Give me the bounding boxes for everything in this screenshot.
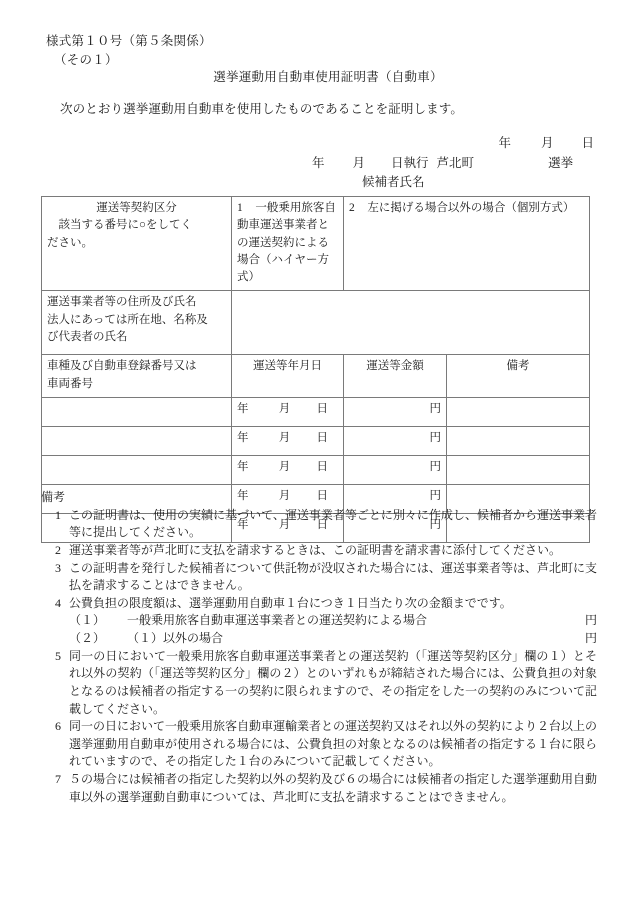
note-text: この証明書は、使用の実績に基づいて、運送事業者等ごとに別々に作成し、候補者から運送事業者等に提出してください。: [69, 507, 597, 540]
contract-option-1-number: 1: [237, 202, 243, 214]
election-suffix: 選挙: [548, 156, 574, 170]
cell-amount-unit-label: 円: [429, 431, 441, 444]
cell-date-day-label: 日: [316, 402, 329, 415]
carrier-info-heading-line1: 運送事業者等の住所及び氏名: [47, 296, 197, 309]
cell-date-month-label: 月: [278, 489, 291, 502]
table-row: [42, 426, 590, 455]
cell-date-day-label: 日: [316, 431, 329, 444]
note-text: ５の場合には候補者の指定した契約以外の契約及び６の場合には候補者の指定した選挙運動用自動車以外の選挙運動自動車については、芦北町に支払を請求することはできません。: [69, 772, 598, 804]
note-line: [41, 507, 601, 542]
contract-type-heading-line1: 運送等契約区分: [96, 202, 177, 214]
note-line: [41, 718, 601, 771]
carrier-info-heading-cell: [42, 291, 232, 355]
table-row: [42, 397, 590, 426]
issue-day-label: 日: [581, 136, 594, 150]
note-number: 6: [55, 719, 61, 734]
note-item: [41, 648, 601, 719]
carrier-info-value-cell[interactable]: [232, 291, 590, 355]
note-number: 1: [55, 507, 61, 522]
contract-option-2-number: 2: [349, 202, 355, 214]
column-header-date: 運送等年月日: [232, 355, 344, 398]
cell-date[interactable]: [232, 397, 344, 426]
contract-option-1-cell[interactable]: [232, 197, 344, 291]
cell-vehicle[interactable]: [42, 397, 232, 426]
note-subitem: [41, 612, 601, 630]
cell-amount[interactable]: [344, 455, 447, 484]
table-row: [42, 455, 590, 484]
note-subitem-unit: 円: [584, 613, 597, 628]
issue-year-label: 年: [498, 136, 511, 150]
notes-section: [41, 489, 601, 806]
cell-date-month-label: 月: [278, 518, 291, 531]
cell-remarks[interactable]: [447, 426, 590, 455]
page-title: 選挙運動用自動車使用証明書（自動車）: [213, 70, 443, 84]
column-header-row: [42, 355, 590, 398]
note-subitem: [41, 630, 601, 648]
column-header-amount: 運送等金額: [344, 355, 447, 398]
note-subitem-unit: 円: [584, 631, 597, 645]
notes-list: [41, 507, 601, 807]
election-date-line: [312, 154, 594, 173]
form-code: 様式第１０号（第５条関係）: [46, 34, 212, 48]
cell-amount-unit-label: 円: [429, 460, 441, 473]
carrier-info-heading-line3: び代表者の氏名: [47, 330, 128, 343]
cell-remarks[interactable]: [447, 397, 590, 426]
note-subitem-text: [127, 630, 601, 648]
candidate-name-label: 候補者氏名: [362, 175, 425, 189]
contract-option-2-text: 左に掲げる場合以外の場合（個別方式）: [367, 202, 575, 214]
column-header-remarks: 備考: [447, 355, 590, 398]
cell-vehicle[interactable]: [42, 455, 232, 484]
column-header-vehicle-line2: 車両番号: [47, 377, 93, 390]
cell-date-day-label: 日: [316, 518, 329, 531]
column-header-vehicle-line1: 車種及び自動車登録番号又は: [47, 360, 197, 373]
cell-amount-unit-label: 円: [429, 518, 441, 531]
election-month-label: 月: [352, 156, 366, 170]
cell-date-month-label: 月: [278, 460, 291, 473]
cell-date[interactable]: [232, 426, 344, 455]
cell-date-year-label: 年: [237, 460, 249, 473]
contract-type-heading-cell: [42, 197, 232, 291]
cell-date-year-label: 年: [237, 431, 249, 444]
cell-date-year-label: 年: [237, 402, 249, 415]
cell-date[interactable]: [232, 455, 344, 484]
note-line: [41, 595, 601, 613]
note-number: 7: [55, 772, 61, 786]
issue-month-label: 月: [540, 136, 554, 150]
cell-remarks[interactable]: [447, 455, 590, 484]
note-subitem-label: （２）: [69, 631, 106, 645]
election-municipality: 芦北町: [436, 156, 475, 170]
note-item: [41, 542, 601, 560]
notes-title: 備考: [41, 490, 66, 504]
note-line: [41, 542, 601, 560]
contract-type-row: [42, 197, 590, 291]
carrier-info-heading-line2: 法人にあっては所在地、名称及: [47, 313, 208, 326]
column-header-vehicle: [42, 355, 232, 398]
cell-amount-unit-label: 円: [429, 489, 441, 502]
note-subitem-body: （１）以外の場合: [127, 631, 224, 645]
note-number: 2: [55, 542, 61, 557]
issue-date-line: [498, 134, 594, 153]
note-subitem-body: 一般乗用旅客自動車運送事業者との運送契約による場合: [127, 613, 428, 628]
note-item: [41, 595, 601, 648]
note-text: 同一の日において一般乗用旅客自動車運送事業者との運送契約（「運送等契約区分」欄の１）とそれ以外の契約（「運送等契約区分」欄の２）とのいずれもが締結された場合には、公費負担の対象となるのは候補者の指定する一の契約に限られますので、その指定をした一の契約のみについて記載してください。: [69, 648, 597, 716]
election-day-exec-label: 日執行: [391, 156, 429, 170]
note-number: 3: [55, 560, 61, 575]
contract-type-heading-line2: 該当する番号に○をしてく: [58, 219, 192, 232]
note-item: [41, 507, 601, 542]
cell-date-year-label: 年: [237, 489, 249, 502]
note-text: 運送事業者等が芦北町に支払を請求するときは、この証明書を請求書に添付してください。: [69, 542, 562, 557]
cell-amount-unit-label: 円: [429, 402, 441, 415]
note-text: この証明書を発行した候補者について供託物が没収された場合には、運送事業者等は、芦北町に支払を請求することはできません。: [69, 560, 597, 593]
cell-date-month-label: 月: [278, 431, 291, 444]
note-text: 公費負担の限度額は、選挙運動用自動車１台につき１日当たり次の金額までです。: [69, 595, 512, 610]
note-text: 同一の日において一般乗用旅客自動車運輸業者との運送契約又はそれ以外の契約により２台以上の選挙運動用自動車が使用される場合には、公費負担の対象となるのは候補者の指定する１台に限られていますので、その指定した１台のみについて記載してください。: [69, 719, 598, 769]
note-item: [41, 560, 601, 595]
election-year-label: 年: [312, 156, 325, 170]
note-line: [41, 648, 601, 719]
contract-option-2-cell[interactable]: [344, 197, 590, 291]
note-subitem-text: [127, 612, 601, 630]
note-line: [41, 771, 601, 806]
cell-date-day-label: 日: [316, 460, 329, 473]
contract-type-heading-line3: ださい。: [47, 236, 93, 249]
note-line: [41, 560, 601, 595]
cell-date-day-label: 日: [316, 489, 329, 502]
form-subcode: （その１）: [54, 53, 118, 67]
cell-date-year-label: 年: [237, 518, 249, 531]
note-subitem-label: （１）: [69, 613, 106, 628]
cell-amount[interactable]: [344, 426, 447, 455]
cell-amount[interactable]: [344, 397, 447, 426]
note-item: [41, 771, 601, 806]
carrier-info-row: [42, 291, 590, 355]
note-number: 5: [55, 648, 61, 663]
cell-vehicle[interactable]: [42, 426, 232, 455]
cell-date-month-label: 月: [278, 402, 291, 415]
lead-sentence: 次のとおり選挙運動用自動車を使用したものであることを証明します。: [60, 102, 464, 116]
contract-option-1-text: 一般乗用旅客自動車運送事業者との運送契約による場合（ハイヤー方式）: [237, 202, 336, 283]
note-item: [41, 718, 601, 771]
note-number: 4: [55, 595, 61, 610]
